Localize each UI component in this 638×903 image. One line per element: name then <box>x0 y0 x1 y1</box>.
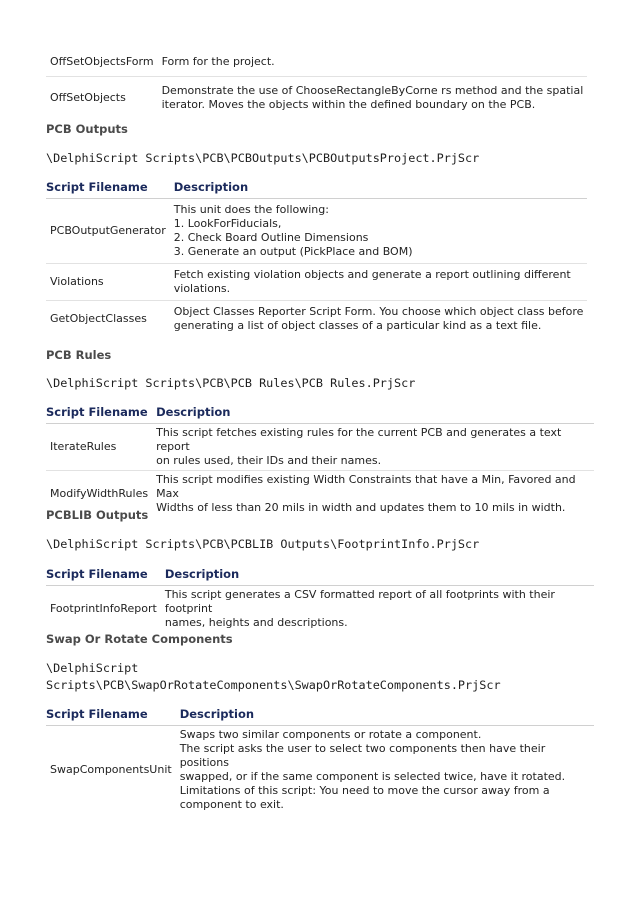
table-row <box>46 586 594 633</box>
project-path: \DelphiScript Scripts\PCB\PCBLIB Outputs\FootprintInfo.PrjScr <box>46 537 480 551</box>
script-description: This script fetches existing rules for the current PCB and generates a text report on rules used, their IDs and their names. <box>156 426 562 467</box>
script-description: Form for the project. <box>161 54 275 68</box>
section-title: PCB Rules <box>46 348 112 362</box>
table-row <box>46 424 594 471</box>
table-header <box>46 405 594 424</box>
column-header-filename: Script Filename <box>46 707 176 726</box>
table-row <box>46 301 587 338</box>
pcblib-outputs-table <box>46 567 594 632</box>
section-title: PCBLIB Outputs <box>46 508 149 522</box>
swap-rotate-table <box>46 707 594 814</box>
script-filename: IterateRules <box>50 440 117 453</box>
script-description: Demonstrate the use of ChooseRectangleByCorne rs method and the spatial iterator. Moves the objects within the defined boundary on the PCB. <box>161 84 584 111</box>
script-filename: Violations <box>50 275 104 288</box>
pcb-outputs-table <box>46 180 587 337</box>
table-row <box>46 199 587 264</box>
column-header-filename: Script Filename <box>46 405 152 424</box>
script-filename: GetObjectClasses <box>50 312 147 325</box>
pcb-rules-table <box>46 405 594 517</box>
script-description: This script modifies existing Width Constraints that have a Min, Favored and Max Widths of less than 20 mils in width and updates them to 10 mils in width. <box>156 473 576 514</box>
column-header-filename: Script Filename <box>46 180 170 199</box>
project-path: \DelphiScript Scripts\PCB\PCBOutputs\PCBOutputsProject.PrjScr <box>46 151 480 165</box>
script-filename: OffSetObjectsForm <box>50 54 154 68</box>
section-title: PCB Outputs <box>46 122 128 136</box>
script-filename: OffSetObjects <box>50 91 126 104</box>
project-path: \DelphiScript Scripts\PCB\PCB Rules\PCB Rules.PrjScr <box>46 376 416 390</box>
table-header <box>46 707 594 726</box>
table-row <box>46 77 587 120</box>
table-row <box>46 47 587 77</box>
script-description: Swaps two similar components or rotate a component. The script asks the user to select two components then have their positions swapped, or if the same component is selected twice, have it rotated. Limitations of this script: You need to move the cursor away from a component to exit. <box>179 728 566 811</box>
script-description: Object Classes Reporter Script Form. You choose which object class before generating a list of object classes of a particular kind as a text file. <box>173 305 584 332</box>
script-filename: PCBOutputGenerator <box>50 224 166 237</box>
column-header-description: Description <box>170 180 588 199</box>
script-description: This unit does the following: 1. LookForFiducials, 2. Check Board Outline Dimensions 3. Generate an output (PickPlace and BOM) <box>173 203 413 258</box>
column-header-description: Description <box>152 405 594 424</box>
section-title: Swap Or Rotate Components <box>46 632 233 646</box>
column-header-description: Description <box>161 567 594 586</box>
script-description: This script generates a CSV formatted report of all footprints with their footprint names, heights and descriptions. <box>164 588 555 629</box>
column-header-filename: Script Filename <box>46 567 161 586</box>
table-row <box>46 264 587 301</box>
column-header-description: Description <box>176 707 594 726</box>
script-filename: ModifyWidthRules <box>50 487 149 500</box>
script-filename: SwapComponentsUnit <box>50 763 172 776</box>
table-header <box>46 567 594 586</box>
top-script-table <box>46 47 587 119</box>
script-filename: FootprintInfoReport <box>50 602 157 615</box>
script-description: Fetch existing violation objects and generate a report outlining different violations. <box>173 268 571 295</box>
project-path: \DelphiScript Scripts\PCB\SwapOrRotateComponents\SwapOrRotateComponents.PrjScr <box>46 661 501 692</box>
table-row <box>46 726 594 815</box>
table-header <box>46 180 587 199</box>
